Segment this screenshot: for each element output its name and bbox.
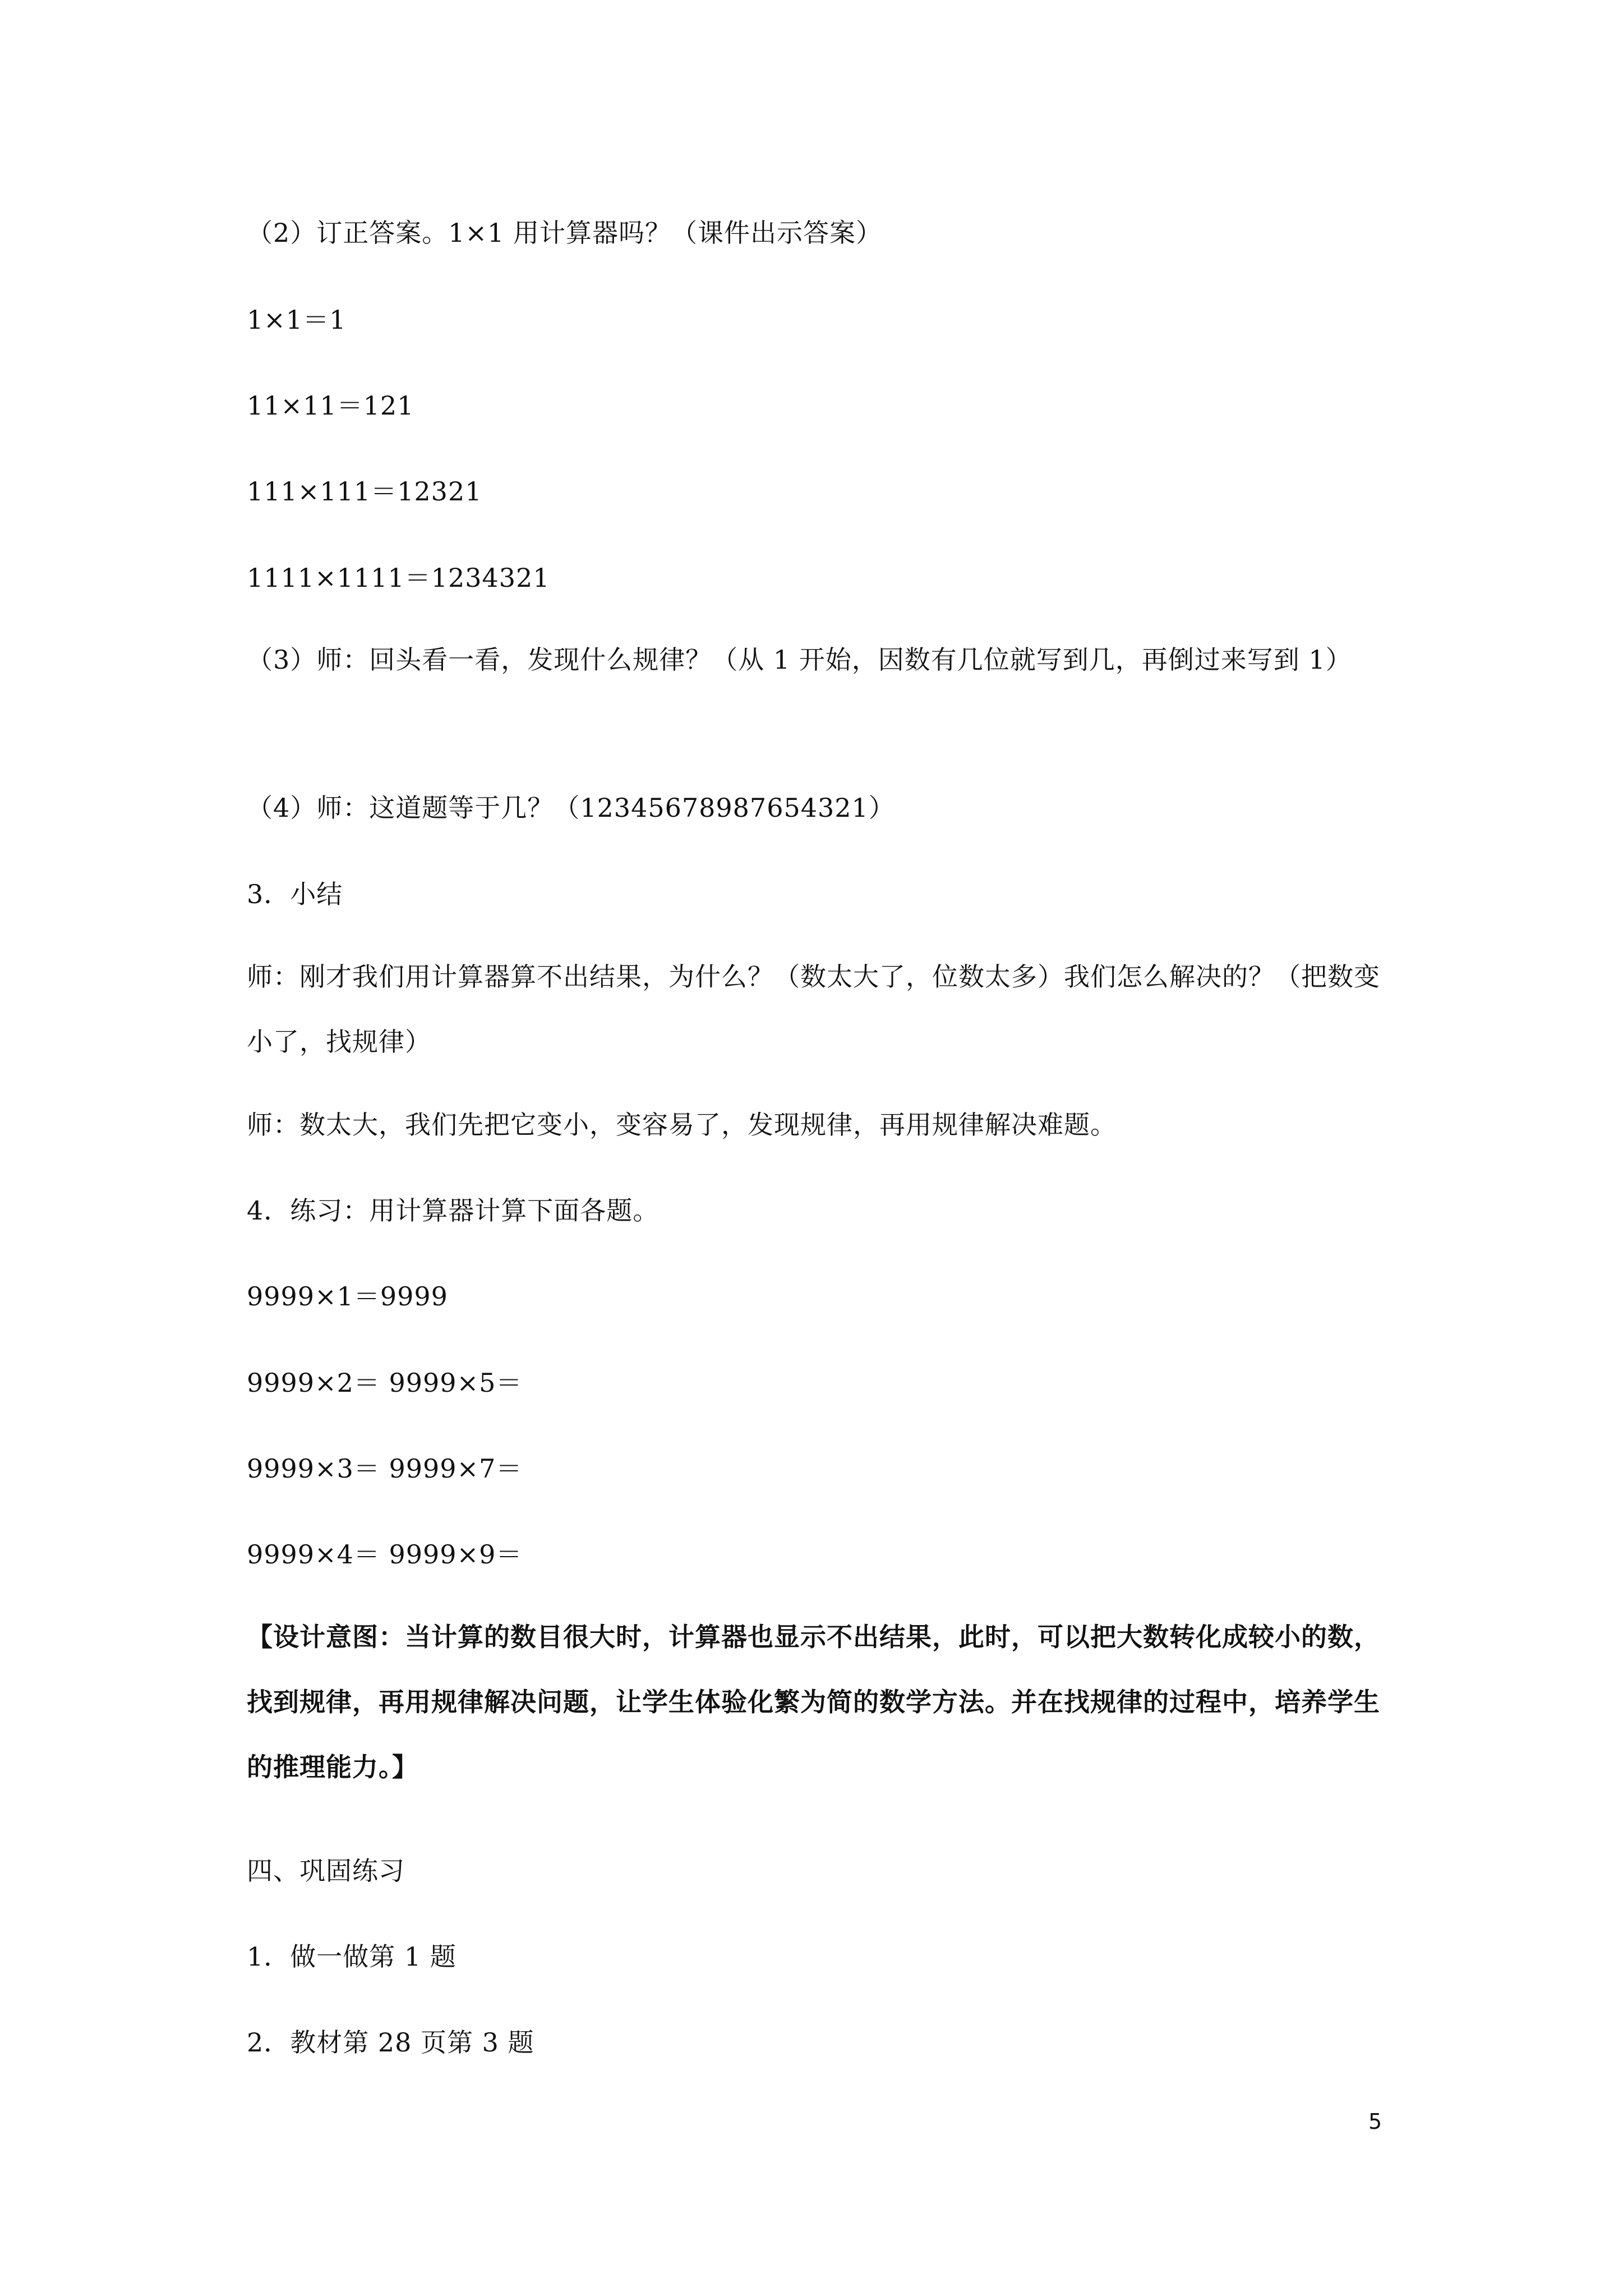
text-line: 师：数太大，我们先把它变小，变容易了，发现规律，再用规律解决难题。 <box>247 1110 1117 1140</box>
text-line: 2．教材第 28 页第 3 题 <box>247 2027 534 2058</box>
section-heading: 4．练习：用计算器计算下面各题。 <box>247 1195 660 1226</box>
section-heading: 四、巩固练习 <box>247 1856 405 1886</box>
section-heading: 3．小结 <box>247 879 343 909</box>
page-number: 5 <box>1368 2109 1382 2134</box>
text-line: 9999×2＝ 9999×5＝ <box>247 1368 523 1398</box>
text-line: 9999×1＝9999 <box>247 1281 448 1312</box>
text-line: 9999×4＝ 9999×9＝ <box>247 1539 523 1570</box>
text-line: （4）师：这道题等于几？（12345678987654321） <box>247 793 895 823</box>
design-intent-paragraph: 【设计意图：当计算的数目很大时，计算器也显示不出结果，此时，可以把大数转化成较小的数，找到规律，再用规律解决问题，让学生体验化繁为简的数学方法。并在找规律的过程中，培养学生的推理能力。】 <box>247 1622 1380 1782</box>
text-line: 111×111＝12321 <box>247 476 482 507</box>
text-line: 师：刚才我们用计算器算不出结果，为什么？（数太大了，位数太多）我们怎么解决的？（把数变小了，找规律） <box>247 961 1380 1057</box>
text-line: 9999×3＝ 9999×7＝ <box>247 1453 523 1484</box>
text-line: 11×11＝121 <box>247 390 414 421</box>
text-line: 1．做一做第 1 题 <box>247 1941 457 1972</box>
text-line: （2）订正答案。1×1 用计算器吗？（课件出示答案） <box>247 218 882 248</box>
text-line: （3）师：回头看一看，发现什么规律？（从 1 开始，因数有几位就写到几，再倒过来写到 1） <box>247 645 1352 675</box>
text-line: 1111×1111＝1234321 <box>247 563 550 593</box>
text-line: 1×1＝1 <box>247 305 347 335</box>
